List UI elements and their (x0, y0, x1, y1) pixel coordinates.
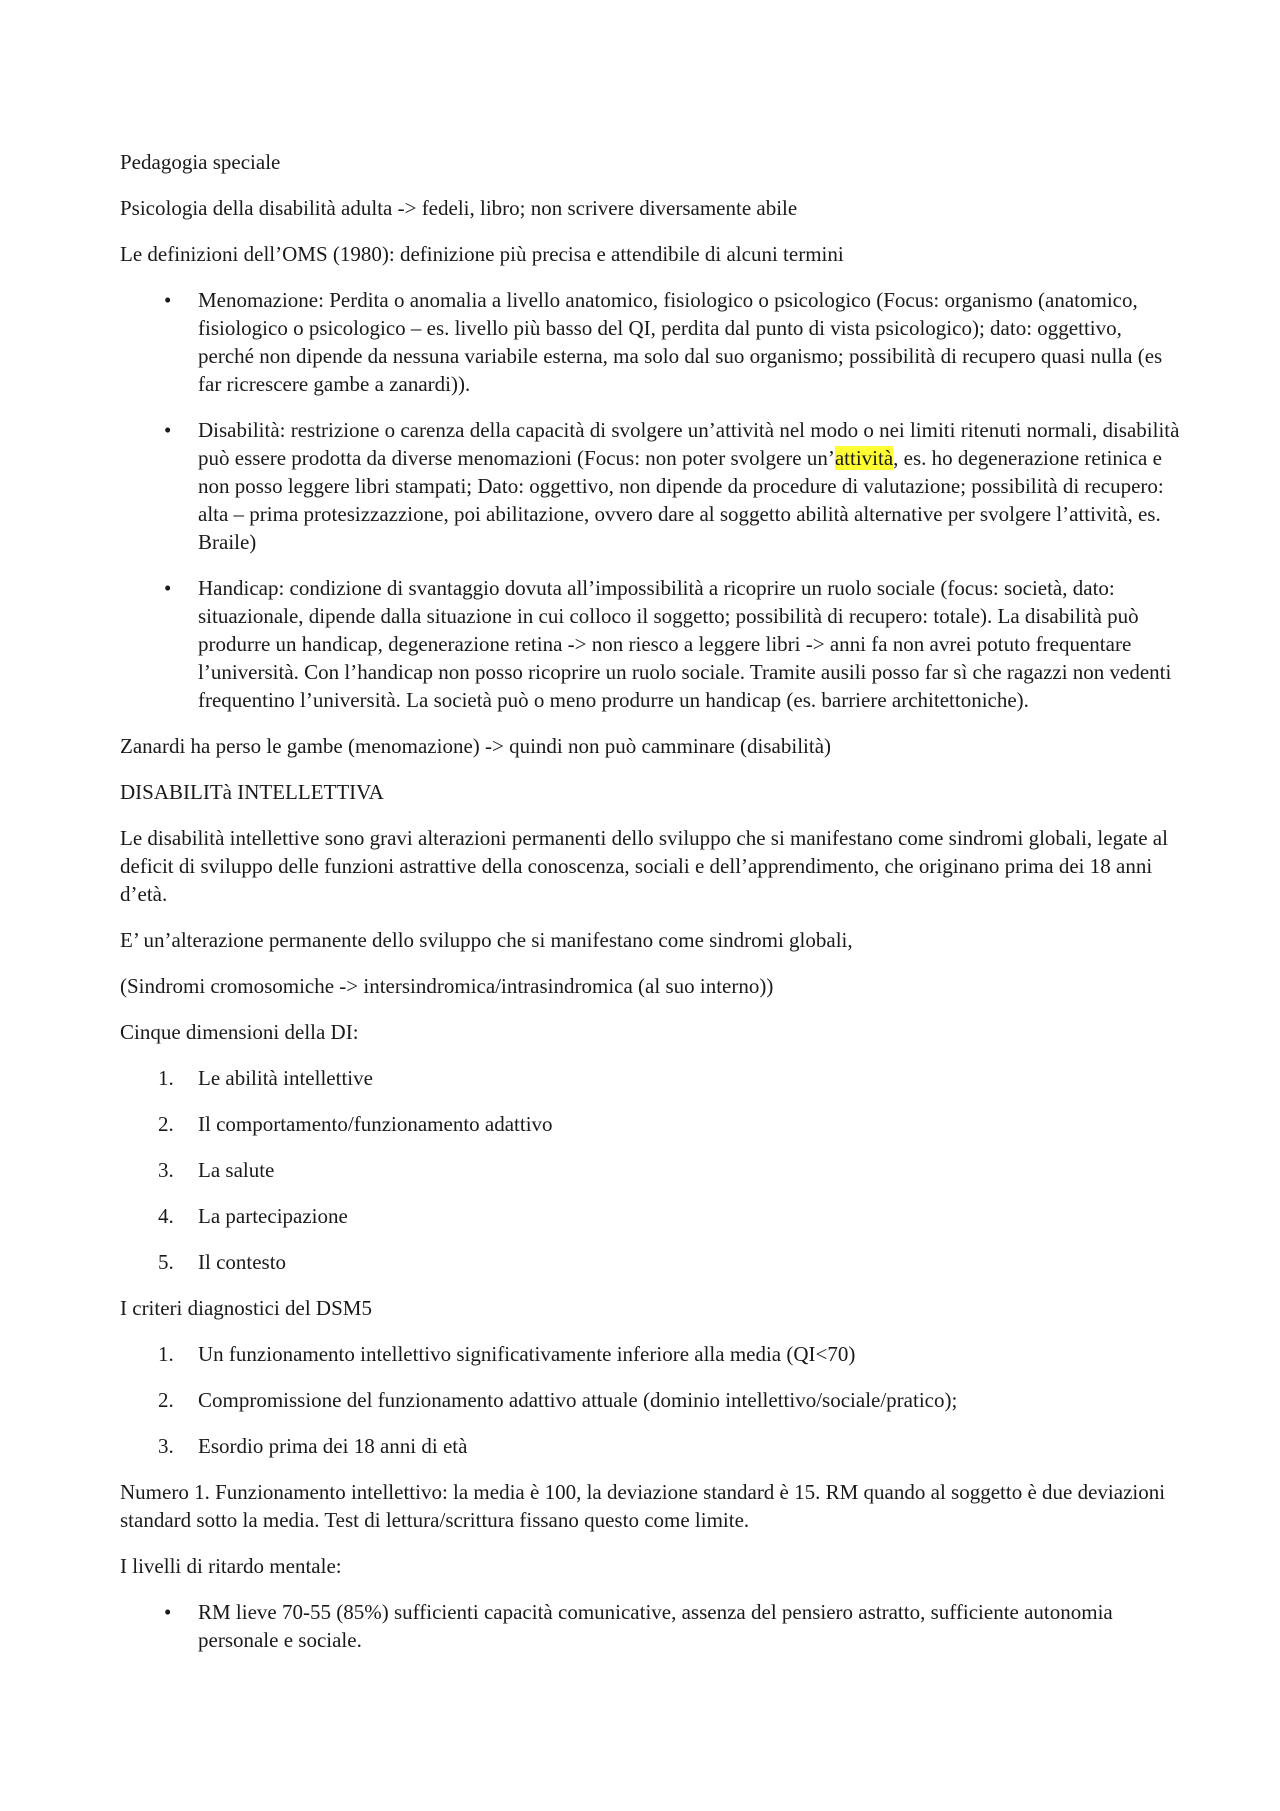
list-item-text: Il comportamento/funzionamento adattivo (198, 1112, 553, 1136)
numbered-list-criteri (120, 1340, 1180, 1460)
paragraph-definizione-di: Le disabilità intellettive sono gravi alterazioni permanenti dello sviluppo che si manifestano come sindromi globali, legate al deficit di sviluppo delle funzioni astrattive della conoscenza, sociali e dell’apprendimento, che originano prima dei 18 anni d’età. (120, 826, 1168, 906)
list-item-menomazione (120, 286, 1180, 398)
list-item (120, 1340, 1180, 1368)
list-item-text: Un funzionamento intellettivo significativamente inferiore alla media (QI<70) (198, 1342, 856, 1366)
list-item-text: La salute (198, 1158, 275, 1182)
list-item-rm-lieve (120, 1598, 1180, 1654)
paragraph-zanardi: Zanardi ha perso le gambe (menomazione) -> quindi non può camminare (disabilità) (120, 734, 832, 758)
bullet-marker: • (164, 418, 172, 442)
list-item (120, 1156, 1180, 1184)
number-marker: 3. (158, 1158, 174, 1182)
list-item-text: Handicap: condizione di svantaggio dovuta all’impossibilità a ricoprire un ruolo sociale (focus: società, dato: situazionale, dipende dalla situazione in cui colloco il soggetto; possibilità di recupero: totale). La disabilità può produrre un handicap, degenerazione retina -> non riesco a leggere libri -> anni fa non avrei potuto frequentare l’università. Con l’handicap non posso ricoprire un ruolo sociale. Tramite ausili posso far sì che ragazzi non vedenti frequentino l’università. La società può o meno produrre un handicap (es. barriere architettoniche). (198, 576, 1172, 712)
numbered-list-dimensioni (120, 1064, 1180, 1276)
bullet-marker: • (164, 288, 172, 312)
number-marker: 3. (158, 1434, 174, 1458)
list-item-text-after: , es. ho degenerazione retinica e non posso leggere libri stampati; Dato: oggettivo, non dipende da procedure di valutazione; possibilità di recupero: alta – prima protesizzazzione, poi abilitazione, ovvero dare al soggetto abilità alternative per svolgere l’attività, es. Braile) (198, 446, 1164, 554)
bullet-marker: • (164, 576, 172, 600)
list-item-text-before: Disabilità: restrizione o carenza della capacità di svolgere un’attività nel modo o nei limiti ritenuti normali, disabilità può essere prodotta da diverse menomazioni (Focus: non poter svolgere un’ (198, 418, 1180, 470)
paragraph-criteri-dsm5: I criteri diagnostici del DSM5 (120, 1296, 372, 1320)
number-marker: 2. (158, 1112, 174, 1136)
number-marker: 2. (158, 1388, 174, 1412)
list-item (120, 1432, 1180, 1460)
number-marker: 5. (158, 1250, 174, 1274)
number-marker: 1. (158, 1342, 174, 1366)
paragraph-livelli-ritardo: I livelli di ritardo mentale: (120, 1554, 342, 1578)
list-item-text: Menomazione: Perdita o anomalia a livello anatomico, fisiologico o psicologico (Focus: organismo (anatomico, fisiologico o psicologico – es. livello più basso del QI, perdita dal punto di vista psicologico); dato: oggettivo, perché non dipende da nessuna variabile esterna, ma solo dal suo organismo; possibilità di recupero quasi nulla (es far ricrescere gambe a zanardi)). (198, 288, 1163, 396)
document-title: Pedagogia speciale (120, 150, 281, 174)
number-marker: 4. (158, 1204, 174, 1228)
number-marker: 1. (158, 1066, 174, 1090)
list-item (120, 1064, 1180, 1092)
paragraph-sindromi: (Sindromi cromosomiche -> intersindromica/intrasindromica (al suo interno)) (120, 974, 774, 998)
list-item-text: Le abilità intellettive (198, 1066, 373, 1090)
list-item (120, 1110, 1180, 1138)
document-page (120, 148, 1180, 1672)
section-heading-disabilita-intellettiva: DISABILITà INTELLETTIVA (120, 780, 384, 804)
list-item-text: RM lieve 70-55 (85%) sufficienti capacità comunicative, assenza del pensiero astratto, sufficiente autonomia personale e sociale. (198, 1600, 1113, 1652)
paragraph-definizioni-oms: Le definizioni dell’OMS (1980): definizione più precisa e attendibile di alcuni termini (120, 242, 844, 266)
list-item-handicap (120, 574, 1180, 714)
list-item-text: Compromissione del funzionamento adattivo attuale (dominio intellettivo/sociale/pratico); (198, 1388, 958, 1412)
list-item-disabilita (120, 416, 1180, 556)
paragraph-alterazione: E’ un’alterazione permanente dello sviluppo che si manifestano come sindromi globali, (120, 928, 853, 952)
bullet-marker: • (164, 1600, 172, 1624)
list-item (120, 1202, 1180, 1230)
list-item-text: Esordio prima dei 18 anni di età (198, 1434, 468, 1458)
list-item-text: La partecipazione (198, 1204, 348, 1228)
bullet-list-livelli (120, 1598, 1180, 1654)
list-item (120, 1386, 1180, 1414)
list-item-text: Il contesto (198, 1250, 287, 1274)
bullet-list-definizioni (120, 286, 1180, 714)
highlighted-word: attività (834, 446, 894, 470)
paragraph-disabilita-adulta: Psicologia della disabilità adulta -> fedeli, libro; non scrivere diversamente abile (120, 196, 798, 220)
list-item (120, 1248, 1180, 1276)
paragraph-funzionamento-intellettivo: Numero 1. Funzionamento intellettivo: la media è 100, la deviazione standard è 15. RM quando al soggetto è due deviazioni standard sotto la media. Test di lettura/scrittura fissano questo come limite. (120, 1480, 1166, 1532)
paragraph-cinque-dimensioni: Cinque dimensioni della DI: (120, 1020, 359, 1044)
